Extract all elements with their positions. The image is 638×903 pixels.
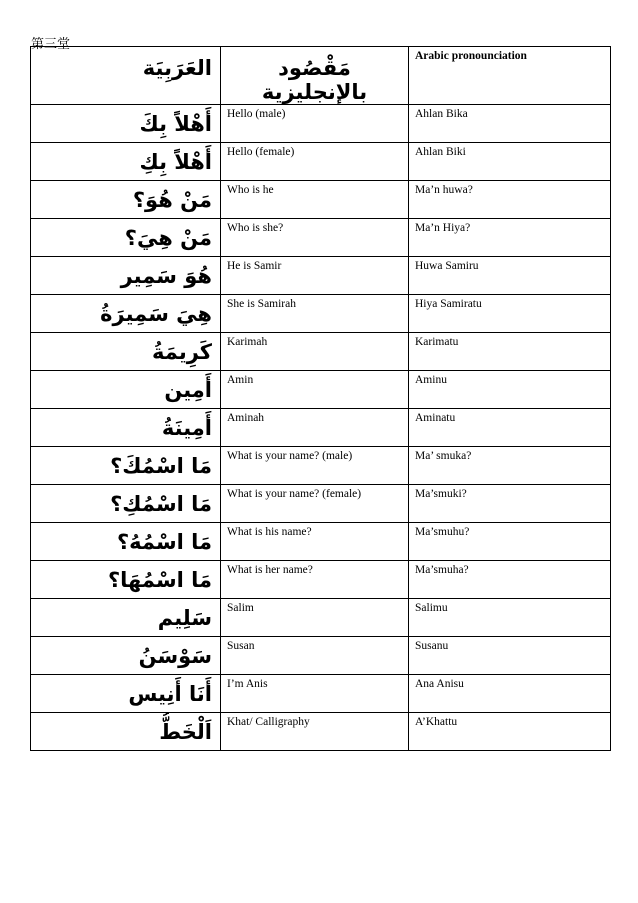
table-row [31,675,611,713]
page-header: 第三堂 [31,37,71,52]
table-row [31,143,611,181]
arabic-phrase: مَا اسْمُكَ؟ [31,447,221,485]
table-row [31,105,611,143]
arabic-phrase: هِيَ سَمِيرَةُ [31,295,221,333]
table-row [31,561,611,599]
table-row [31,295,611,333]
header-english: مَقْصُود بالإنجليزية [221,47,409,105]
english-meaning: Amin [221,371,409,409]
pronunciation: Hiya Samiratu [409,295,611,333]
english-meaning: What is your name? (female) [221,485,409,523]
arabic-phrase: أَمِين [31,371,221,409]
pronunciation: Ana Anisu [409,675,611,713]
arabic-phrase: مَنْ هُوَ؟ [31,181,221,219]
arabic-phrase: اَلْخَطُّ [31,713,221,751]
pronunciation: Ahlan Bika [409,105,611,143]
english-meaning: Hello (female) [221,143,409,181]
table-row [31,409,611,447]
pronunciation: Aminatu [409,409,611,447]
pronunciation: Salimu [409,599,611,637]
pronunciation: Ma’n huwa? [409,181,611,219]
english-meaning: Who is she? [221,219,409,257]
arabic-phrase: مَا اسْمُهَا؟ [31,561,221,599]
english-meaning: He is Samir [221,257,409,295]
english-meaning: What is his name? [221,523,409,561]
pronunciation: Ma’smuhu? [409,523,611,561]
pronunciation: Ma’ smuka? [409,447,611,485]
table-header-row [31,47,611,105]
header-pronunciation: Arabic pronounciation [409,47,611,105]
table-row [31,523,611,561]
table-row [31,713,611,751]
arabic-phrase: مَا اسْمُكِ؟ [31,485,221,523]
english-meaning: What is her name? [221,561,409,599]
arabic-phrase: سَلِيم [31,599,221,637]
table-row [31,219,611,257]
arabic-phrase: مَنْ هِيَ؟ [31,219,221,257]
pronunciation: Aminu [409,371,611,409]
english-meaning: Aminah [221,409,409,447]
table-row [31,181,611,219]
english-meaning: Salim [221,599,409,637]
pronunciation: Susanu [409,637,611,675]
arabic-phrase: هُوَ سَمِير [31,257,221,295]
table-row [31,447,611,485]
arabic-phrase: سَوْسَنُ [31,637,221,675]
pronunciation: Ahlan Biki [409,143,611,181]
english-meaning: What is your name? (male) [221,447,409,485]
arabic-phrase: أَهْلاً بِكِ [31,143,221,181]
pronunciation: Huwa Samiru [409,257,611,295]
header-arabic: العَرَبِيَة [31,47,221,105]
table-row [31,637,611,675]
arabic-phrase: أَهْلاً بِكَ [31,105,221,143]
pronunciation: A’Khattu [409,713,611,751]
english-meaning: Khat/ Calligraphy [221,713,409,751]
table-row [31,371,611,409]
table-row [31,599,611,637]
english-meaning: She is Samirah [221,295,409,333]
arabic-phrase: أَمِينَةُ [31,409,221,447]
vocabulary-table [30,46,611,751]
arabic-phrase: مَا اسْمُهُ؟ [31,523,221,561]
english-meaning: Susan [221,637,409,675]
english-meaning: Karimah [221,333,409,371]
table-row [31,257,611,295]
pronunciation: Karimatu [409,333,611,371]
arabic-phrase: كَرِيمَةُ [31,333,221,371]
table-row [31,485,611,523]
english-meaning: I’m Anis [221,675,409,713]
pronunciation: Ma’smuki? [409,485,611,523]
arabic-phrase: أَنَا أَنِيس [31,675,221,713]
english-meaning: Who is he [221,181,409,219]
english-meaning: Hello (male) [221,105,409,143]
pronunciation: Ma’smuha? [409,561,611,599]
pronunciation: Ma’n Hiya? [409,219,611,257]
table-row [31,333,611,371]
